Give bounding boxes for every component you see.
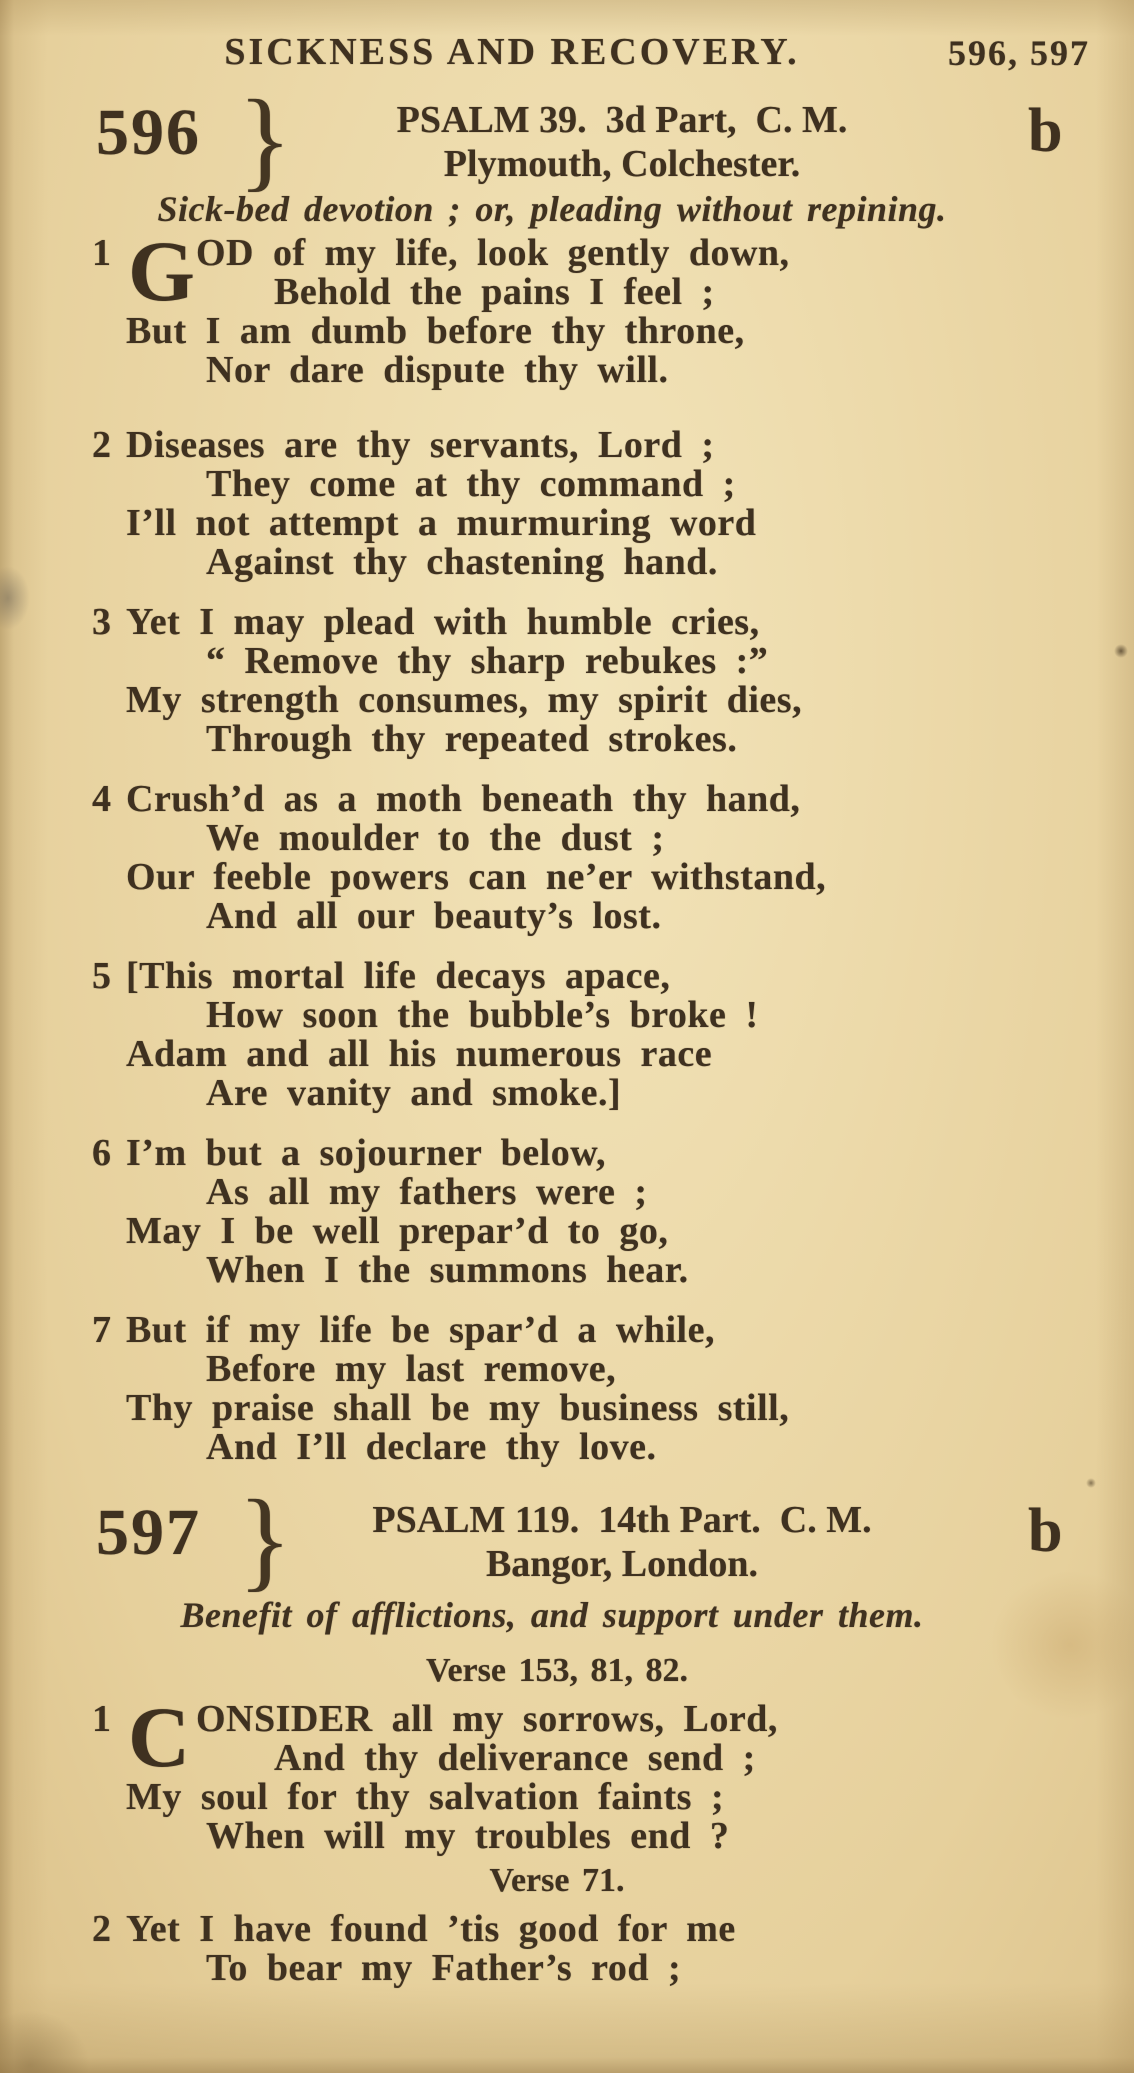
hymn-titles [110,98,1134,186]
hymn-subtitle: Sick-bed devotion ; or, pleading without repining. [157,189,947,229]
stanza-4 [86,780,1100,936]
verse-number: 4 [92,778,111,820]
verse-number: 6 [92,1132,111,1174]
verse-line: Thy praise shall be my business still, [126,1387,790,1429]
verse-line: And I’ll declare thy love. [206,1426,657,1468]
stanza-2 [86,1910,1100,1988]
stanza-3 [86,603,1100,759]
verse-number: 2 [92,424,111,466]
verse-line: My strength consumes, my spirit dies, [126,679,803,721]
verse-line: [This mortal life decays apace, [126,955,671,997]
psalm-title: PSALM 119. 14th Part. C. M. [372,1499,872,1541]
verse-line: Nor dare dispute thy will. [206,349,669,391]
tune-names: Bangor, London. [485,1543,759,1585]
verse-line: As all my fathers were ; [206,1171,648,1213]
verse-line: Through thy repeated strokes. [206,718,738,760]
flat-symbol: b [1028,97,1063,165]
brace-glyph: } [238,1478,292,1602]
drop-cap: C [128,1689,191,1785]
verse-line: My soul for thy salvation faints ; [126,1776,725,1818]
verse-number: 5 [92,955,111,997]
verse-line: But if my life be spar’d a while, [126,1309,715,1351]
verse-line: How soon the bubble’s broke ! [206,994,759,1036]
verse-line: I’m but a sojourner below, [126,1132,607,1174]
verse-line: They come at thy command ; [206,463,736,505]
verse-line: When will my troubles end ? [206,1815,730,1857]
verse-reference: Verse 71. [489,1862,625,1899]
stanza-5 [86,957,1100,1113]
verse-line: Crush’d as a moth beneath thy hand, [126,778,801,820]
verse-line: OD of my life, look gently down, [196,232,790,274]
brace-glyph: } [238,78,292,202]
verse-number: 1 [92,232,111,274]
flat-symbol: b [1028,1497,1063,1565]
verse-number: 2 [92,1908,111,1950]
verse-line: Behold the pains I feel ; [274,271,715,313]
verse-line: Our feeble powers can ne’er withstand, [126,856,827,898]
hymn-number: 596 [96,96,201,169]
tune-names: Plymouth, Colchester. [443,143,801,185]
hymn-597-stanza-1-wrap [86,1689,1100,1877]
hymn-596-stanzas [86,223,1100,1488]
hymn-number: 597 [96,1496,201,1569]
stanza-6 [86,1134,1100,1290]
verse-line: Diseases are thy servants, Lord ; [126,424,715,466]
verse-line: To bear my Father’s rod ; [206,1947,682,1989]
verse-number: 1 [92,1698,111,1740]
verse-line: Are vanity and smoke.] [206,1072,622,1114]
drop-cap: G [128,223,195,319]
psalm-title: PSALM 39. 3d Part, C. M. [396,99,848,141]
stanza-2 [86,426,1100,582]
verse-number: 7 [92,1309,111,1351]
paper-blemish [0,566,30,630]
running-header [0,30,1134,76]
section-title: SICKNESS AND RECOVERY. [224,31,800,73]
stanza-7 [86,1311,1100,1467]
verse-number: 3 [92,601,111,643]
verse-line: When I the summons hear. [206,1249,689,1291]
verse-line: Adam and all his numerous race [126,1033,713,1075]
verse-line: And thy deliverance send ; [274,1737,756,1779]
stanza-1 [86,1689,1100,1857]
hymn-597-stanza-2-wrap [86,1910,1100,2009]
verse-line: Before my last remove, [206,1348,617,1390]
verse-line: Against thy chastening hand. [206,541,718,583]
verse-line: But I am dumb before thy throne, [126,310,745,352]
page-numbers: 596, 597 [948,33,1090,73]
paper-speck [1114,644,1128,658]
verse-line: Yet I have found ’tis good for me [126,1908,736,1950]
verse-line: Yet I may plead with humble cries, [126,601,760,643]
verse-line: “ Remove thy sharp rebukes :” [206,640,769,682]
verse-reference: Verse 153, 81, 82. [426,1652,688,1689]
verse-line: ONSIDER all my sorrows, Lord, [196,1698,778,1740]
hymn-titles [110,1498,1134,1586]
stanza-1 [86,223,1100,391]
hymn-subtitle: Benefit of afflictions, and support under them. [180,1595,924,1635]
hymn-596-header [0,78,1134,202]
hymn-597-header [0,1478,1134,1602]
paper-corner-shadow [0,2010,90,2073]
verse-line: And all our beauty’s lost. [206,895,662,937]
verse-line: We moulder to the dust ; [206,817,665,859]
verse-line: May I be well prepar’d to go, [126,1210,669,1252]
verse-line: I’ll not attempt a murmuring word [126,502,757,544]
